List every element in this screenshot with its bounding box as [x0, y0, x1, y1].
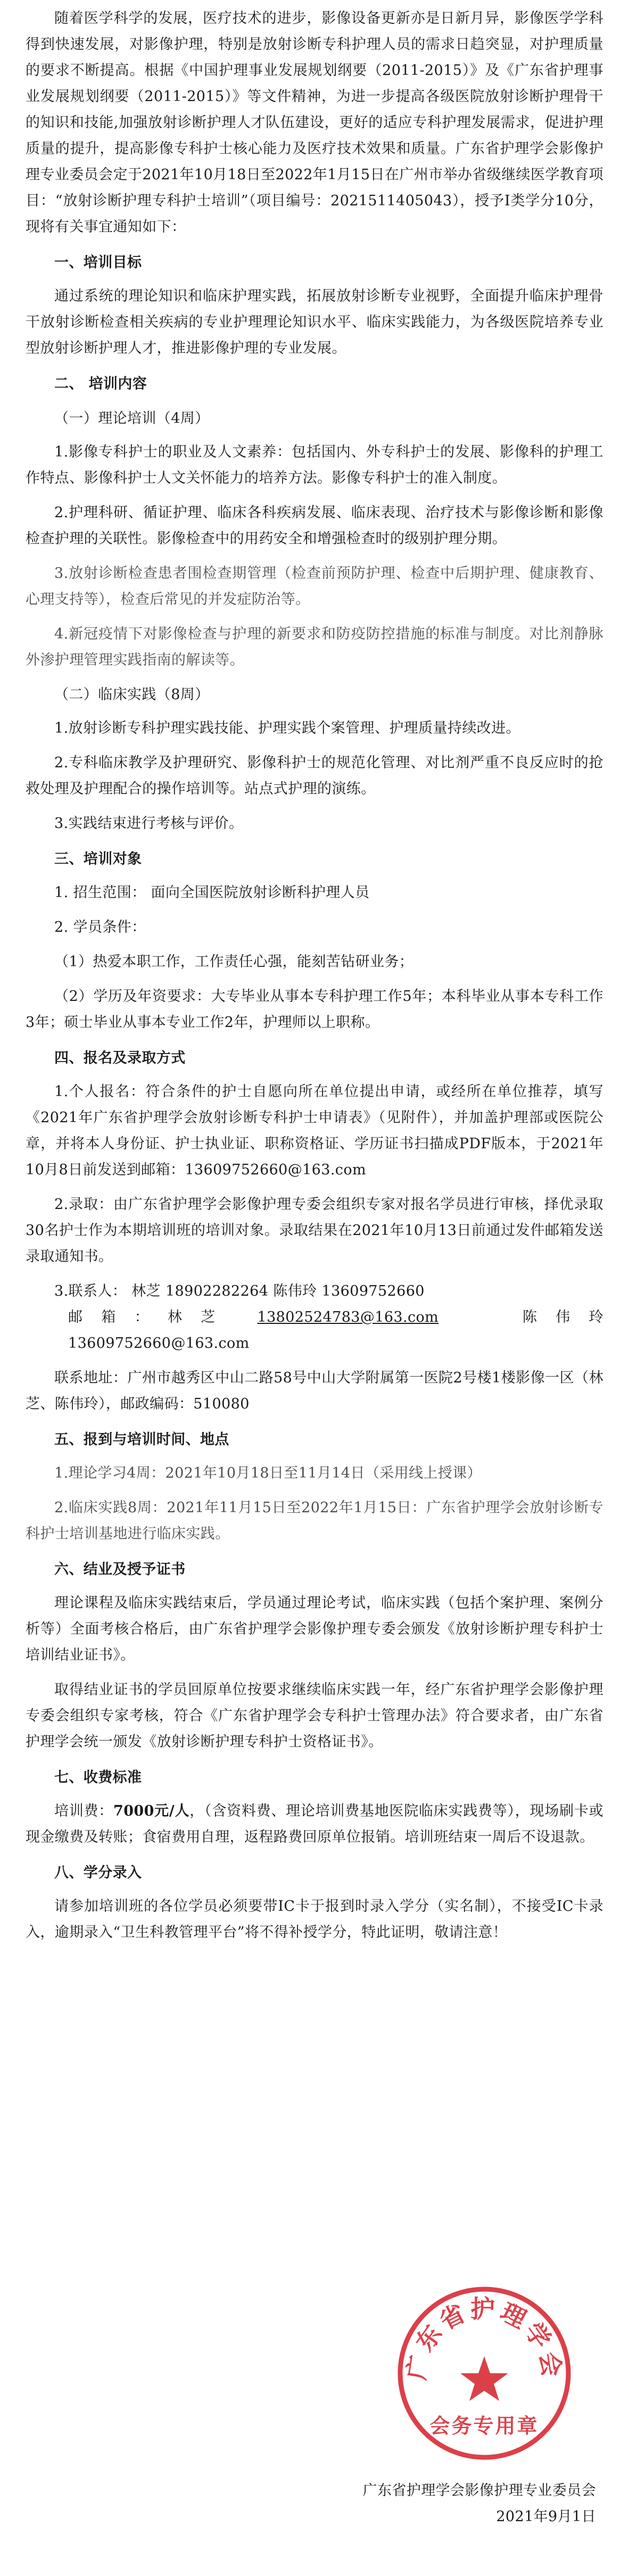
contact-line: [26, 1278, 603, 1304]
fee-amount: 7000元/人: [113, 1803, 190, 1819]
section-1-heading: 一、培训目标: [54, 254, 142, 271]
signature-org: 广东省护理学会影像护理专业委员会: [362, 2482, 596, 2499]
email-link-1[interactable]: 13802524783@163.com: [257, 1309, 439, 1326]
email-name-2: 陈伟玲: [522, 1309, 604, 1326]
theory-item-4: 4.新冠疫情下对影像检查与护理的新要求和防疫防控措施的标准与制度。对比剂静脉外渗护理管理实践指南的解读等。: [26, 626, 603, 668]
section-5-heading: 五、报到与培训时间、地点: [54, 1431, 229, 1448]
certificate-text-2: 取得结业证书的学员回原单位按要求继续临床实践一年，经广东省护理学会影像护理专委会组织专家考核，符合《广东省护理学会专科护士管理办法》符合要求者，由广东省护理学会统一颁发《放射诊断护理专科护士资格证书》。: [26, 1682, 603, 1750]
intro-paragraph: 随着医学科学的发展，医疗技术的进步，影像设备更新亦是日新月异，影像医学学科得到快速发展，对影像护理，特别是放射诊断专科护理人员的需求日趋突显，对护理质量的要求不断提高。根据《中国护理事业发展规划纲要（2011-2015）》及《广东省护理事业发展规划纲要（2011-2015）》等文件精神，为进一步提高各级医院放射诊断护理骨干的知识和技能,加强放射诊断护理人才队伍建设，更好的适应专科护理发展需求，促进护理质量的提升，提高影像专科护士核心能力及医疗技术效果和质量。广东省护理学会影像护理专业委员会定于2021年10月18日至2022年1月15日在广州市举办省级继续医学教育项目：“放射诊断护理专科护士培训”（项目编号：2021511405043），授予Ⅰ类学分10分，现将有关事宜通知如下：: [26, 10, 603, 235]
theory-item-3: 3.放射诊断检查患者围检查期管理（检查前预防护理、检查中后期护理、健康教育、心理支持等），检查后常见的并发症防治等。: [26, 565, 603, 608]
trainee-condition-1: （1）热爱本职工作，工作责任心强，能刻苦钻研业务；: [54, 954, 414, 970]
section-3-heading: 三、培训对象: [54, 851, 142, 867]
fee-details: ，（含资料费、理论培训费基地医院临床实践费等），现场刷卡或现金缴费及转账；食宿费用自理，返程路费回原单位报销。培训班结束一周后不设退款。: [26, 1803, 603, 1845]
contact-phone-1: 18902282264: [165, 1283, 269, 1299]
clinical-practice-heading: （二）临床实践（8周）: [54, 686, 210, 703]
official-seal-icon: [394, 2283, 575, 2464]
signature-block: [298, 2478, 596, 2530]
practice-item-3: 3.实践结束进行考核与评价。: [54, 815, 244, 832]
notice-document: [26, 5, 603, 1954]
email-label: 邮箱：林芝: [68, 1309, 234, 1326]
registration-item-2: 2.录取：由广东省护理学会影像护理专委会组织专家对报名学员进行审核，择优录取30名护士作为本期培训班的培训对象。录取结果在2021年10月13日前通过发件邮箱发送录取通知书。: [26, 1196, 603, 1265]
fee-label: 培训费：: [54, 1803, 114, 1819]
trainee-conditions-title: 2. 学员条件：: [54, 919, 146, 935]
theory-item-2: 2.护理科研、循证护理、临床各科疾病发展、临床表现、治疗技术与影像诊断和影像检查护理的关联性。影像检查中的用药安全和增强检查时的级别护理分期。: [26, 504, 603, 547]
credit-text: 请参加培训班的各位学员必须要带IC卡于报到时录入学分（实名制），不接受IC卡录入，逾期录入“卫生科教管理平台”将不得补授学分，特此证明，敬请注意！: [26, 1898, 603, 1941]
schedule-item-2: 2.临床实践8周：2021年11月15日至2022年1月15日：广东省护理学会放射诊断专科护士培训基地进行临床实践。: [26, 1500, 603, 1542]
section-4-heading: 四、报名及录取方式: [54, 1050, 186, 1066]
contact-address: 联系地址：广州市越秀区中山二路58号中山大学附属第一医院2号楼1楼影像一区（林芝、陈伟玲），邮政编码：510080: [26, 1370, 603, 1412]
section-2-heading: 二、 培训内容: [54, 376, 147, 392]
email-link-2[interactable]: 13609752660@163.com: [68, 1335, 250, 1352]
trainee-condition-2: （2）学历及年资要求：大专毕业从事本专科护理工作5年；本科毕业从事本专科工作3年；硕士毕业从事本专业工作2年，护理师以上职称。: [26, 988, 603, 1031]
svg-text:广东省护理学会: 广东省护理学会: [401, 2295, 567, 2382]
section-6-heading: 六、结业及授予证书: [54, 1561, 186, 1578]
contact-name-2: 陈伟玲: [273, 1283, 317, 1299]
contact-name-1: 林芝: [131, 1283, 161, 1299]
registration-item-1: 1.个人报名：符合条件的护士自愿向所在单位提出申请，或经所在单位推荐，填写《2021年广东省护理学会放射诊断专科护士申请表》（见附件），并加盖护理部或医院公章，并将本人身份证、护士执业证、职称资格证、学历证书扫描成PDF版本，于2021年10月8日前发送到邮箱：13609752660@163.com: [26, 1083, 603, 1178]
svg-text:会务专用章: 会务专用章: [429, 2414, 539, 2438]
theory-item-1: 1.影像专科护士的职业及人文素养：包括国内、外专科护士的发展、影像科的护理工作特点、影像科护士人文关怀能力的培养方法。影像专科护士的准入制度。: [26, 444, 603, 486]
contact-phone-2: 13609752660: [321, 1283, 425, 1299]
theory-training-heading: （一）理论培训（4周）: [54, 410, 210, 427]
email-line: [26, 1304, 603, 1356]
certificate-text-1: 理论课程及临床实践结束后，学员通过理论考试，临床实践（包括个案护理、案例分析等）全面考核合格后，由广东省护理学会影像护理专委会颁发《放射诊断护理专科护士培训结业证书》。: [26, 1595, 603, 1663]
section-7-heading: 七、收费标准: [54, 1769, 142, 1786]
recruit-scope: 1. 招生范围： 面向全国医院放射诊断科护理人员: [54, 884, 370, 901]
practice-item-1: 1.放射诊断专科护理实践技能、护理实践个案管理、护理质量持续改进。: [54, 720, 520, 736]
schedule-item-1: 1.理论学习4周：2021年10月18日至11月14日（采用线上授课）: [54, 1465, 482, 1481]
fee-paragraph: [26, 1798, 603, 1850]
section-8-heading: 八、学分录入: [54, 1865, 142, 1881]
practice-item-2: 2.专科临床教学及护理研究、影像科护士的规范化管理、对比剂严重不良反应时的抢救处理及护理配合的操作培训等。站点式护理的演练。: [26, 755, 603, 797]
signature-date: 2021年9月1日: [496, 2508, 596, 2525]
contact-label: 3.联系人：: [54, 1283, 127, 1299]
section-1-text: 通过系统的理论知识和临床护理实践，拓展放射诊断专业视野，全面提升临床护理骨干放射诊断检查相关疾病的专业护理理论知识水平、临床实践能力，为各级医院培养专业型放射诊断护理人才，推进影像护理的专业发展。: [26, 288, 603, 357]
